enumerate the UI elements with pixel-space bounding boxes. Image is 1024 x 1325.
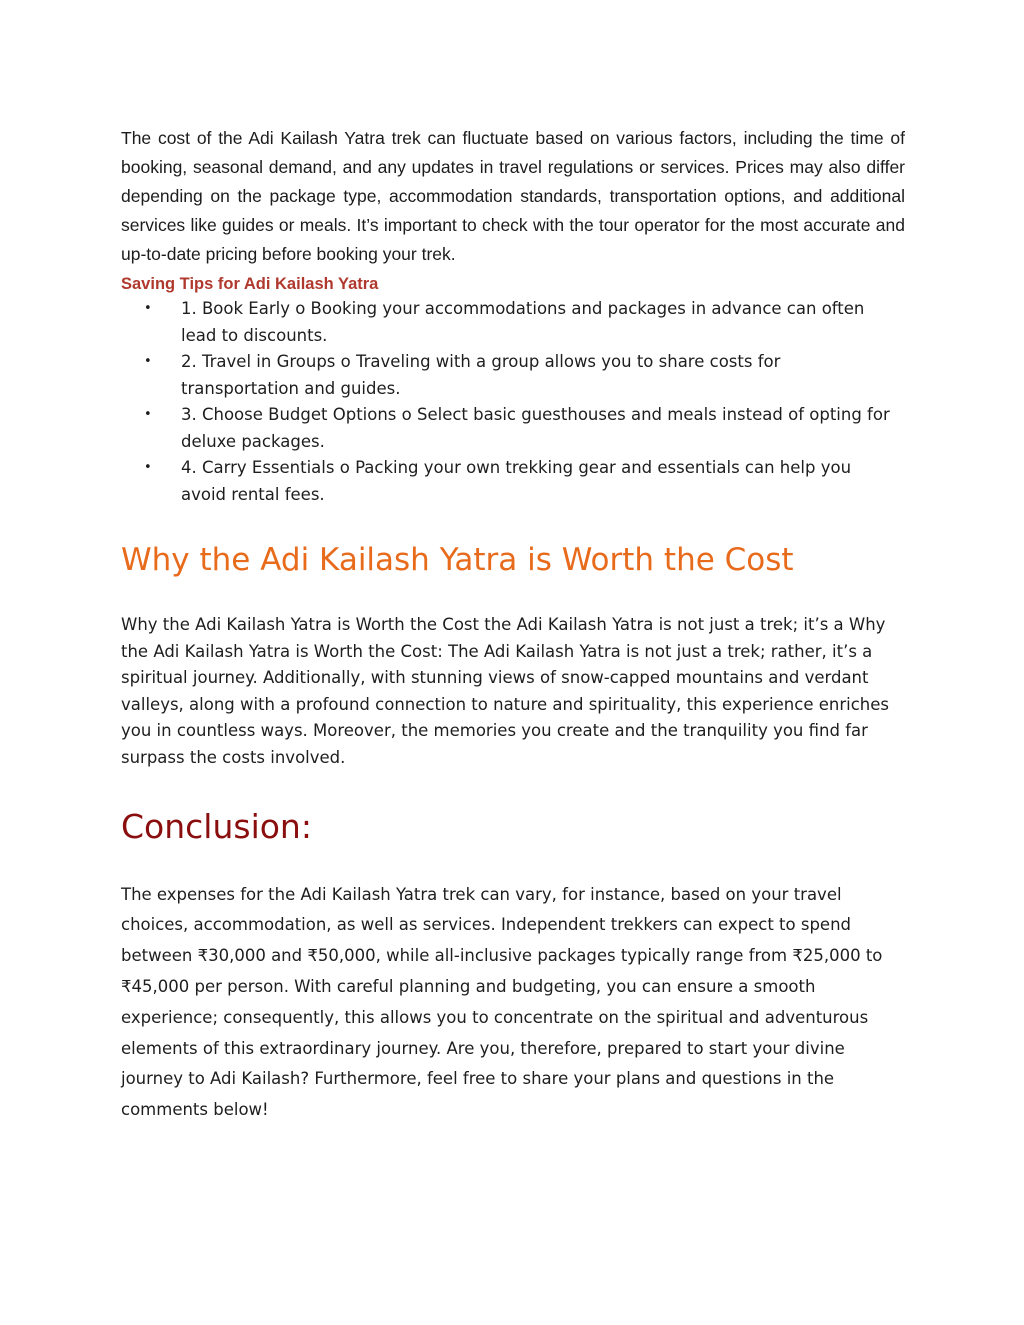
bullet-icon: •: [144, 354, 152, 369]
list-item: [121, 349, 891, 402]
bullet-icon: •: [144, 460, 152, 475]
list-item: [121, 296, 891, 349]
tip-text: 2. Travel in Groups o Traveling with a group allows you to share costs for transportation and guides.: [181, 352, 781, 398]
conclusion-heading: Conclusion:: [121, 806, 312, 846]
tip-text: 4. Carry Essentials o Packing your own trekking gear and essentials can help you avoid rental fees.: [181, 458, 852, 504]
bullet-icon: •: [144, 301, 152, 316]
tip-text: 3. Choose Budget Options o Select basic guesthouses and meals instead of opting for deluxe packages.: [181, 405, 890, 451]
bullet-icon: •: [144, 407, 152, 422]
list-item: [121, 402, 891, 455]
document-page: [121, 124, 905, 1126]
tip-text: 1. Book Early o Booking your accommodations and packages in advance can often lead to discounts.: [181, 299, 865, 345]
saving-tips-heading: Saving Tips for Adi Kailash Yatra: [121, 275, 379, 293]
worth-the-cost-heading: Why the Adi Kailash Yatra is Worth the Cost: [121, 542, 794, 578]
list-item: [121, 455, 891, 508]
worth-the-cost-paragraph: Why the Adi Kailash Yatra is Worth the Cost the Adi Kailash Yatra is not just a trek; it’s a Why the Adi Kailash Yatra is Worth the Cost: The Adi Kailash Yatra is not just a trek; rather, it’s a spiritual journey. Additionally, with stunning views of snow-capped mountains and verdant valleys, along with a profound connection to nature and spirituality, this experience enriches you in countless ways. Moreover, the memories you create and the tranquility you find far surpass the costs involved.: [121, 615, 889, 767]
saving-tips-list: [121, 296, 905, 508]
conclusion-paragraph: The expenses for the Adi Kailash Yatra trek can vary, for instance, based on your travel choices, accommodation, as well as services. Independent trekkers can expect to spend between ₹30,000 and ₹50,000, while all-inclusive packages typically range from ₹25,000 to ₹45,000 per person. With careful planning and budgeting, you can ensure a smooth experience; consequently, this allows you to concentrate on the spiritual and adventurous elements of this extraordinary journey. Are you, therefore, prepared to start your divine journey to Adi Kailash? Furthermore, feel free to share your plans and questions in the comments below!: [121, 884, 883, 1120]
intro-paragraph: The cost of the Adi Kailash Yatra trek can fluctuate based on various factors, including the time of booking, seasonal demand, and any updates in travel regulations or services. Prices may also differ depending on the package type, accommodation standards, transportation options, and additional services like guides or meals. It’s important to check with the tour operator for the most accurate and up-to-date pricing before booking your trek.: [121, 128, 905, 264]
